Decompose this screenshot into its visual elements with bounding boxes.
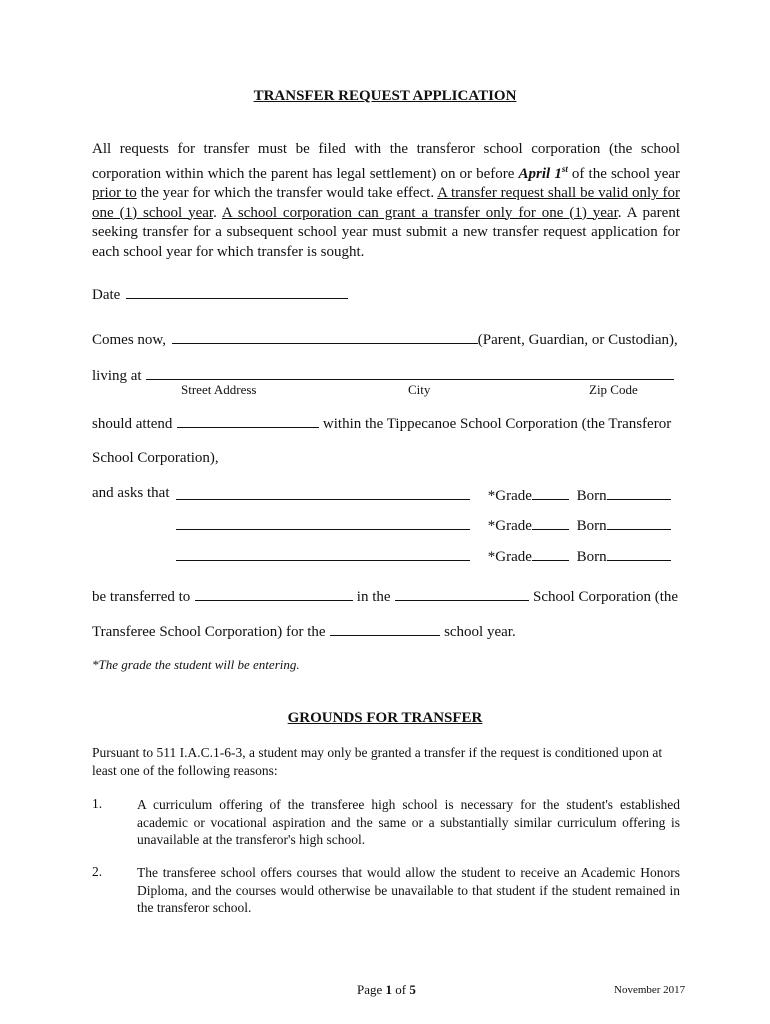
- grade-label: *Grade: [487, 518, 532, 534]
- list-number: 1.: [92, 796, 103, 811]
- deadline-date: April 1st: [518, 163, 568, 182]
- grade-field[interactable]: [532, 515, 569, 530]
- list-number: 2.: [92, 864, 103, 879]
- address-field[interactable]: [146, 365, 674, 380]
- student-row: [176, 515, 671, 535]
- parent-name-field[interactable]: [172, 329, 478, 344]
- city-caption: City: [408, 382, 431, 397]
- student-row: [176, 546, 671, 566]
- list-item: A curriculum offering of the transferee high school is necessary for the student's established academic or vocational aspiration and the same or a substantially similar curriculum offering is unavailable at the transferor's high school.: [137, 797, 680, 847]
- grounds-heading: GROUNDS FOR TRANSFER: [287, 710, 483, 726]
- school-corporation-the-text: School Corporation (the: [533, 589, 679, 605]
- student-name-field[interactable]: [176, 546, 470, 561]
- school-year-field[interactable]: [330, 621, 440, 636]
- transferee-school-field[interactable]: [195, 586, 353, 601]
- living-at-row: [92, 365, 674, 385]
- should-attend-row: [92, 413, 671, 433]
- asks-that-label: and asks that: [92, 485, 170, 501]
- intro-paragraph: All requests for transfer must be filed with the transferor school corporation (the school corporation within which the parent has legal settlement) on or before April 1st of the school year prior to the year for which the transfer would take effect. A transfer request shall be valid only for one (1) school year. A school corporation can grant a transfer only for one (1) year. A parent seeking transfer for a subsequent school year must submit a new transfer request application for each school year for which transfer is sought.: [92, 141, 681, 260]
- should-attend-label: should attend: [92, 416, 173, 432]
- prior-to-text: prior to: [92, 185, 137, 201]
- intro-text-1: All requests for transfer must be filed with the transferor school corporation (the school corporation within which the parent has legal settlement) on or before: [92, 141, 680, 182]
- transferee-row: [92, 621, 516, 641]
- born-field[interactable]: [607, 515, 671, 530]
- transferred-to-label: be transferred to: [92, 589, 191, 605]
- transferee-corporation-field[interactable]: [395, 586, 529, 601]
- grade-label: *Grade: [487, 549, 532, 565]
- born-label: Born: [576, 488, 607, 504]
- date-row: [92, 284, 348, 304]
- student-name-field[interactable]: [176, 515, 470, 530]
- grant-sentence: A school corporation can grant a transfer only for one (1) year: [221, 204, 618, 221]
- born-label: Born: [576, 549, 607, 565]
- in-the-label: in the: [356, 589, 391, 605]
- grade-field[interactable]: [532, 546, 569, 561]
- living-at-label: living at: [92, 368, 142, 384]
- date-label: Date: [92, 287, 121, 303]
- comes-now-row: [92, 329, 678, 349]
- parent-role-label: (Parent, Guardian, or Custodian),: [477, 332, 678, 348]
- student-row: [176, 485, 671, 505]
- date-field[interactable]: [126, 284, 348, 299]
- born-label: Born: [576, 518, 607, 534]
- school-year-label: school year.: [444, 624, 516, 640]
- transferee-label: Transferee School Corporation) for the: [92, 624, 326, 640]
- revision-date: November 2017: [614, 984, 686, 996]
- zip-code-caption: Zip Code: [589, 382, 638, 397]
- grade-label: *Grade: [487, 488, 532, 504]
- born-field[interactable]: [607, 485, 671, 500]
- transferred-to-row: [92, 586, 678, 606]
- grade-footnote: *The grade the student will be entering.: [92, 657, 300, 672]
- list-item: The transferee school offers courses that would allow the student to receive an Academic Honors Diploma, and the courses would otherwise be unavailable to that student if the student remained in the transferor school.: [137, 865, 680, 915]
- page-title: TRANSFER REQUEST APPLICATION: [253, 88, 517, 104]
- born-field[interactable]: [607, 546, 671, 561]
- grade-field[interactable]: [532, 485, 569, 500]
- comes-now-label: Comes now,: [92, 332, 167, 348]
- grounds-intro: Pursuant to 511 I.A.C.1-6-3, a student may only be granted a transfer if the request is conditioned upon at least one of the following reasons:: [92, 745, 663, 778]
- page-number: Page 1 of 5: [357, 982, 416, 997]
- school-corporation-text: School Corporation),: [92, 450, 219, 466]
- valid-sentence: A transfer request shall be valid only for one (1) school year: [92, 185, 681, 221]
- attend-school-field[interactable]: [177, 413, 319, 428]
- street-address-caption: Street Address: [181, 382, 257, 397]
- student-name-field[interactable]: [176, 485, 470, 500]
- within-text: within the Tippecanoe School Corporation (the Transferor: [322, 416, 672, 432]
